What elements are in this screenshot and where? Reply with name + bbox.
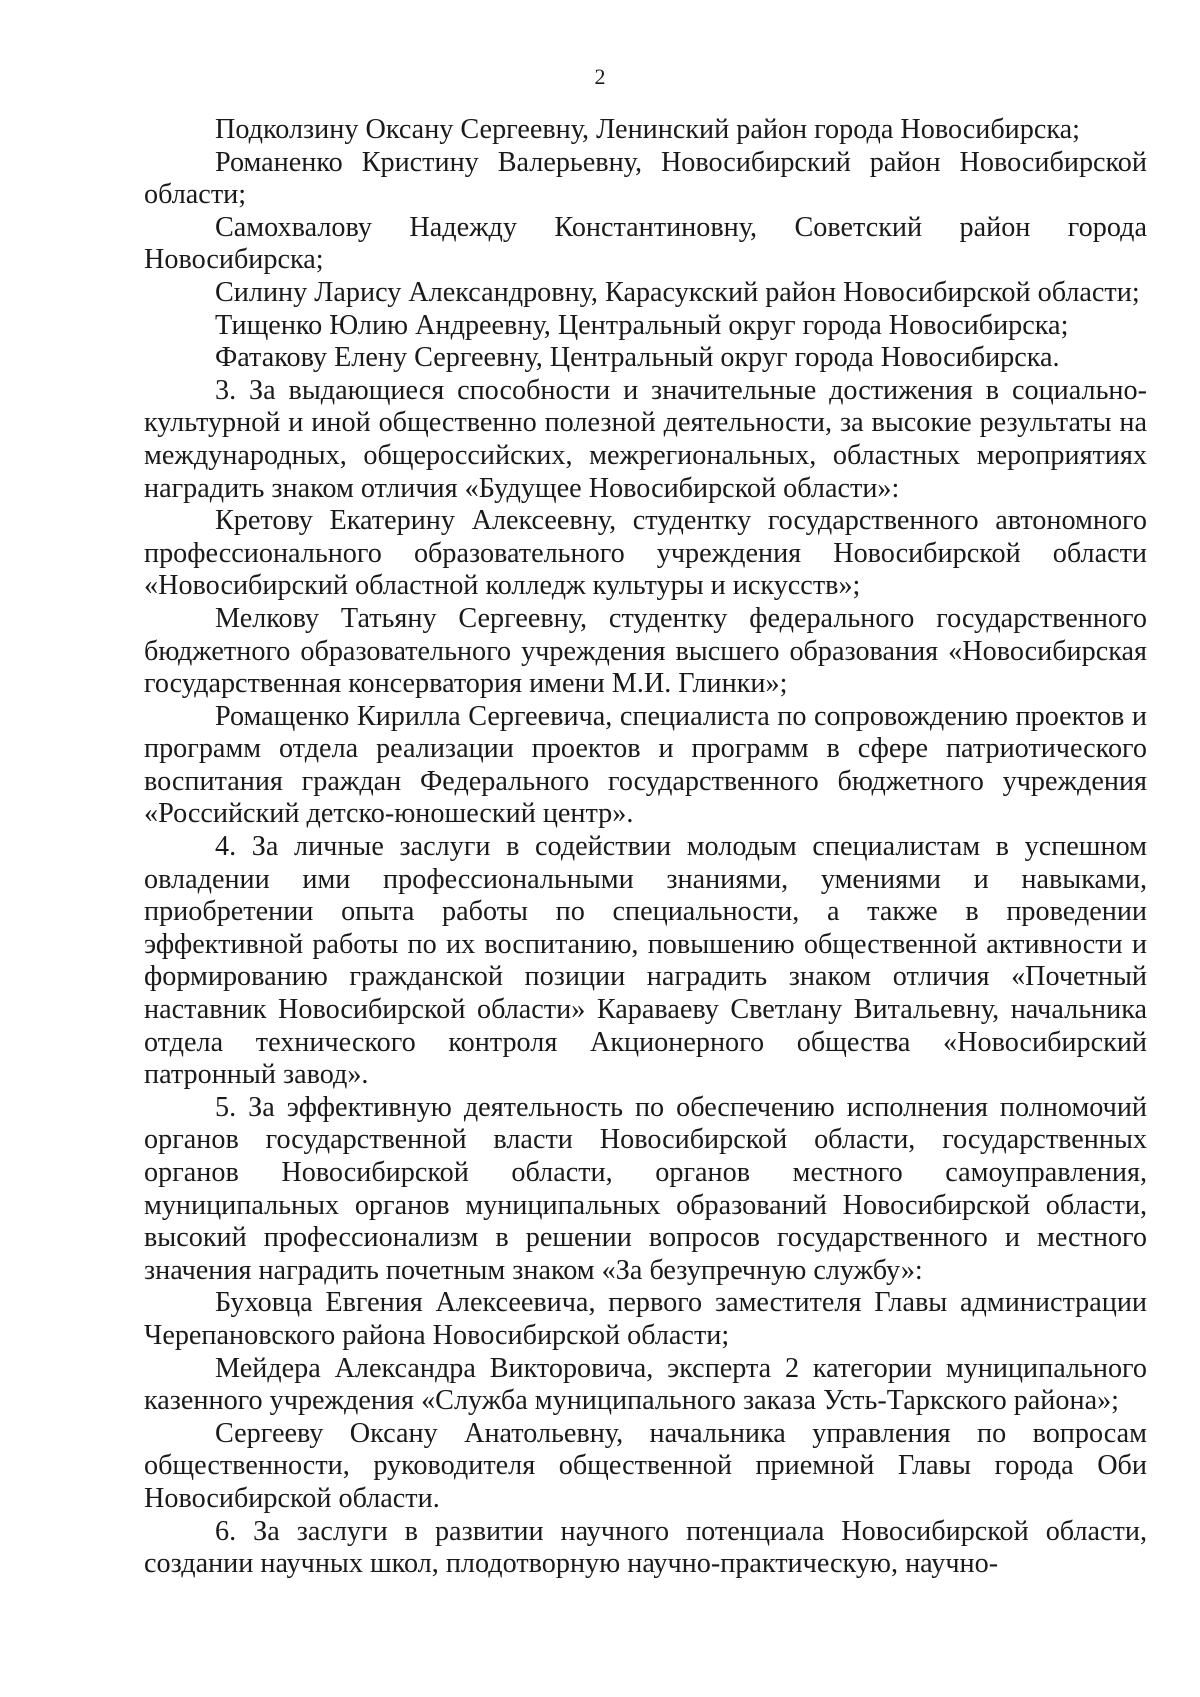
paragraph-romashchenko: Ромащенко Кирилла Сергеевича, специалиста по сопровождению проектов и программ отдела реализации проектов и программ в сфере патриотического воспитания граждан Федерального государственного бюджетного учреждения «Российский детско-юношеский центр». bbox=[144, 700, 1147, 830]
paragraph-sergeeva: Сергееву Оксану Анатольевну, начальника управления по вопросам общественности, руководителя общественной приемной Главы города Оби Новосибирской области. bbox=[144, 1417, 1147, 1514]
paragraph-samokhvalova: Самохвалову Надежду Константиновну, Советский район города Новосибирска; bbox=[144, 211, 1147, 276]
paragraph-romanenko: Романенко Кристину Валерьевну, Новосибирский район Новосибирской области; bbox=[144, 146, 1147, 211]
paragraph-section-6: 6. За заслуги в развитии научного потенциала Новосибирской области, создании научных школ, плодотворную научно-практическую, научно- bbox=[144, 1515, 1147, 1580]
paragraph-section-4: 4. За личные заслуги в содействии молодым специалистам в успешном овладении ими профессиональными знаниями, умениями и навыками, приобретении опыта работы по специальности, а также в проведении эффективной работы по их воспитанию, повышению общественной активности и формированию гражданской позиции наградить знаком отличия «Почетный наставник Новосибирской области» Караваеву Светлану Витальевну, начальника отдела технического контроля Акционерного общества «Новосибирский патронный завод». bbox=[144, 831, 1147, 1091]
paragraph-silina: Силину Ларису Александровну, Карасукский район Новосибирской области; bbox=[215, 276, 1140, 308]
paragraph-meider: Мейдера Александра Викторовича, эксперта 2 категории муниципального казенного учреждения «Служба муниципального заказа Усть-Таркского района»; bbox=[144, 1352, 1147, 1417]
paragraph-kretova: Кретову Екатерину Алексеевну, студентку государственного автономного профессионального образовательного учреждения Новосибирской области «Новосибирский областной колледж культуры и искусств»; bbox=[144, 505, 1147, 602]
paragraph-section-3: 3. За выдающиеся способности и значительные достижения в социально-культурной и иной общественно полезной деятельности, за высокие результаты на международных, общероссийских, межрегиональных, областных мероприятиях наградить знаком отличия «Будущее Новосибирской области»: bbox=[144, 374, 1147, 504]
paragraph-tishchenko: Тищенко Юлию Андреевну, Центральный округ города Новосибирска; bbox=[215, 309, 1069, 341]
paragraph-section-5: 5. За эффективную деятельность по обеспечению исполнения полномочий органов государственной власти Новосибирской области, государственных органов Новосибирской области, органов местного самоуправления, муниципальных органов муниципальных образований Новосибирской области, высокий профессионализм в решении вопросов государственного и местного значения наградить почетным знаком «За безупречную службу»: bbox=[144, 1091, 1147, 1286]
page-number: 2 bbox=[594, 64, 606, 89]
document-body bbox=[144, 114, 1147, 1581]
paragraph-fatakova: Фатакову Елену Сергеевну, Центральный округ города Новосибирска. bbox=[215, 342, 1060, 374]
paragraph-bukhovets: Буховца Евгения Алексеевича, первого заместителя Главы администрации Черепановского района Новосибирской области; bbox=[144, 1287, 1147, 1351]
paragraph-melkova: Мелкову Татьяну Сергеевну, студентку федерального государственного бюджетного образовательного учреждения высшего образования «Новосибирская государственная консерватория имени М.И. Глинки»; bbox=[144, 602, 1147, 700]
paragraph-podkolzina: Подколзину Оксану Сергеевну, Ленинский район города Новосибирска; bbox=[215, 114, 1080, 145]
